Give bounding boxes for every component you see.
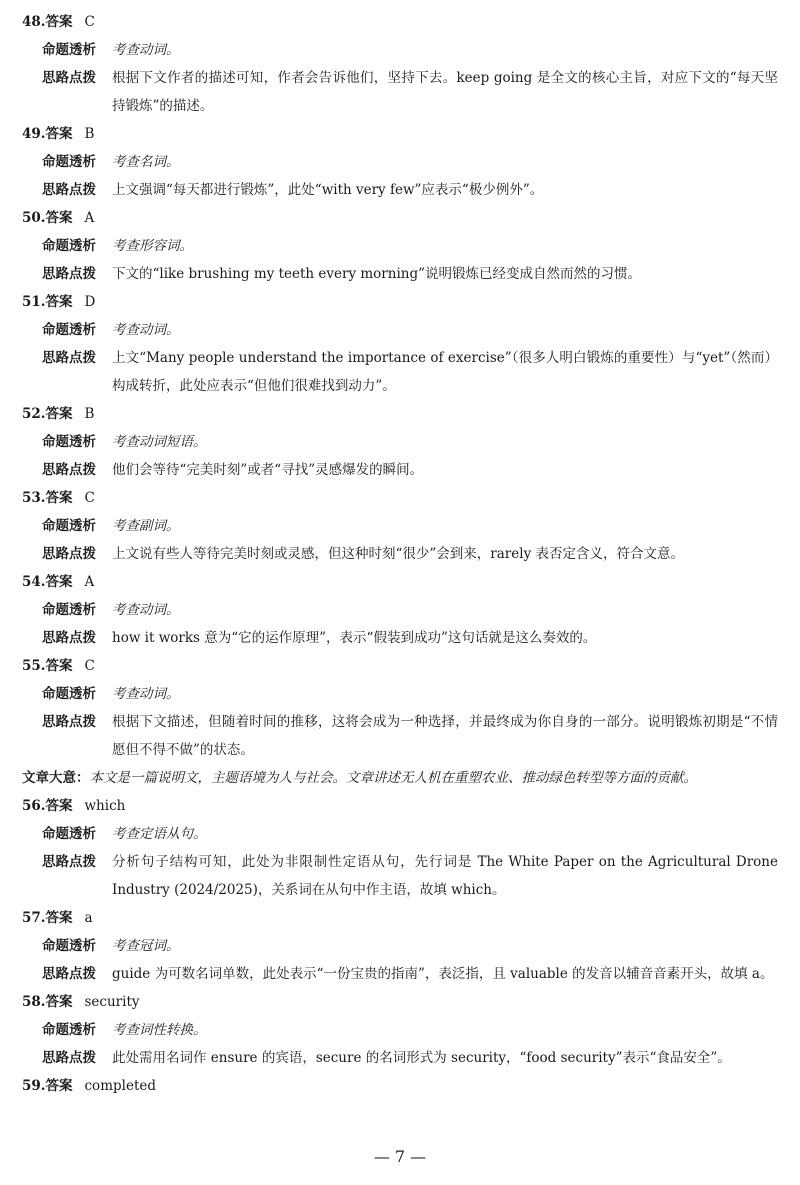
answer-value: A xyxy=(84,210,95,226)
question-number: 57. xyxy=(22,910,46,926)
question-49 xyxy=(22,120,778,204)
answer-label: 答案 xyxy=(45,126,73,142)
topic-text: 考查副词。 xyxy=(112,518,180,534)
topic-text: 考查词性转换。 xyxy=(112,1022,207,1038)
answer-value: security xyxy=(84,994,140,1010)
hint-text: guide 为可数名词单数，此处表示“一份宝贵的指南”，表泛指，且 valuable 的发音以辅音音素开头，故填 a。 xyxy=(112,966,774,982)
topic-text: 考查动词。 xyxy=(112,42,180,58)
hint-label: 思路点拨 xyxy=(42,1050,96,1066)
hint-label: 思路点拨 xyxy=(42,966,96,982)
question-number: 49. xyxy=(22,126,46,142)
topic-label: 命题透析 xyxy=(42,938,96,954)
answer-value: B xyxy=(84,406,95,422)
answer-label: 答案 xyxy=(45,294,73,310)
question-number: 55. xyxy=(22,658,46,674)
topic-label: 命题透析 xyxy=(42,686,96,702)
question-56 xyxy=(22,792,778,904)
hint-text: 上文说有些人等待完美时刻或灵感，但这种时刻“很少”会到来，rarely 表否定含义，符合文意。 xyxy=(112,546,684,562)
answer-label: 答案 xyxy=(45,574,73,590)
answer-value: C xyxy=(84,14,95,30)
page-number: — 7 — xyxy=(373,1147,427,1166)
question-55 xyxy=(22,652,778,764)
hint-label: 思路点拨 xyxy=(42,714,96,730)
question-number: 58. xyxy=(22,994,46,1010)
question-50 xyxy=(22,204,778,288)
topic-text: 考查动词。 xyxy=(112,602,180,618)
answer-label: 答案 xyxy=(45,994,73,1010)
hint-label: 思路点拨 xyxy=(42,462,96,478)
answer-label: 答案 xyxy=(45,658,73,674)
question-59 xyxy=(22,1072,778,1100)
answer-label: 答案 xyxy=(45,210,73,226)
topic-label: 命题透析 xyxy=(42,826,96,842)
hint-text: 上文“Many people understand the importance of exercise”（很多人明白锻炼的重要性）与“yet”（然而）构成转折，此处应表示“但他们很难找到动力”。 xyxy=(112,350,778,394)
topic-text: 考查名词。 xyxy=(112,154,180,170)
hint-label: 思路点拨 xyxy=(42,350,96,366)
answer-label: 答案 xyxy=(45,490,73,506)
topic-text: 考查形容词。 xyxy=(112,238,193,254)
question-57 xyxy=(22,904,778,988)
answer-value: A xyxy=(84,574,95,590)
hint-text: 此处需用名词作 ensure 的宾语，secure 的名词形式为 security，“food security”表示“食品安全”。 xyxy=(112,1050,731,1066)
topic-text: 考查冠词。 xyxy=(112,938,180,954)
topic-label: 命题透析 xyxy=(42,602,96,618)
answer-label: 答案 xyxy=(45,1078,73,1094)
topic-text: 考查定语从句。 xyxy=(112,826,207,842)
topic-label: 命题透析 xyxy=(42,434,96,450)
topic-text: 考查动词短语。 xyxy=(112,434,207,450)
question-54 xyxy=(22,568,778,652)
topic-label: 命题透析 xyxy=(42,154,96,170)
topic-text: 考查动词。 xyxy=(112,322,180,338)
answer-label: 答案 xyxy=(45,798,73,814)
answer-value: B xyxy=(84,126,95,142)
question-51 xyxy=(22,288,778,400)
answer-label: 答案 xyxy=(45,406,73,422)
hint-text: 上文强调“每天都进行锻炼”，此处“with very few”应表示“极少例外”。 xyxy=(112,182,544,198)
hint-label: 思路点拨 xyxy=(42,854,96,870)
answer-value: which xyxy=(84,798,126,814)
question-48 xyxy=(22,8,778,120)
topic-label: 命题透析 xyxy=(42,238,96,254)
summary-text: 本文是一篇说明文，主题语境为人与社会。文章讲述无人机在重塑农业、推动绿色转型等方面的贡献。 xyxy=(89,770,697,786)
question-number: 52. xyxy=(22,406,46,422)
topic-label: 命题透析 xyxy=(42,1022,96,1038)
topic-label: 命题透析 xyxy=(42,322,96,338)
question-number: 50. xyxy=(22,210,46,226)
hint-text: 他们会等待“完美时刻”或者“寻找”灵感爆发的瞬间。 xyxy=(112,462,424,478)
summary-label: 文章大意： xyxy=(22,770,90,786)
hint-label: 思路点拨 xyxy=(42,182,96,198)
hint-label: 思路点拨 xyxy=(42,266,96,282)
topic-text: 考查动词。 xyxy=(112,686,180,702)
hint-text: 分析句子结构可知，此处为非限制性定语从句，先行词是 The White Paper on the Agricultural Drone Industry (2024/2025)，关系词在从句中作主语，故填 which。 xyxy=(112,854,778,898)
answer-label: 答案 xyxy=(45,14,73,30)
answer-value: completed xyxy=(84,1078,156,1094)
topic-label: 命题透析 xyxy=(42,42,96,58)
answer-value: a xyxy=(84,910,93,926)
question-number: 48. xyxy=(22,14,46,30)
answer-value: D xyxy=(84,294,96,310)
hint-text: how it works 意为“它的运作原理”，表示“假装到成功”这句话就是这么奏效的。 xyxy=(112,630,597,646)
question-number: 56. xyxy=(22,798,46,814)
article-summary xyxy=(22,764,778,792)
hint-label: 思路点拨 xyxy=(42,546,96,562)
answer-label: 答案 xyxy=(45,910,73,926)
question-number: 51. xyxy=(22,294,46,310)
hint-text: 下文的“like brushing my teeth every morning”说明锻炼已经变成自然而然的习惯。 xyxy=(112,266,641,282)
question-number: 59. xyxy=(22,1078,46,1094)
question-number: 53. xyxy=(22,490,46,506)
hint-label: 思路点拨 xyxy=(42,630,96,646)
question-58 xyxy=(22,988,778,1072)
answer-value: C xyxy=(84,490,95,506)
question-52 xyxy=(22,400,778,484)
question-number: 54. xyxy=(22,574,46,590)
hint-text: 根据下文作者的描述可知，作者会告诉他们，坚持下去。keep going 是全文的核心主旨，对应下文的“每天坚持锻炼”的描述。 xyxy=(112,70,778,114)
question-53 xyxy=(22,484,778,568)
answer-value: C xyxy=(84,658,95,674)
hint-label: 思路点拨 xyxy=(42,70,96,86)
topic-label: 命题透析 xyxy=(42,518,96,534)
hint-text: 根据下文描述，但随着时间的推移，这将会成为一种选择，并最终成为你自身的一部分。说明锻炼初期是“不情愿但不得不做”的状态。 xyxy=(112,714,778,758)
